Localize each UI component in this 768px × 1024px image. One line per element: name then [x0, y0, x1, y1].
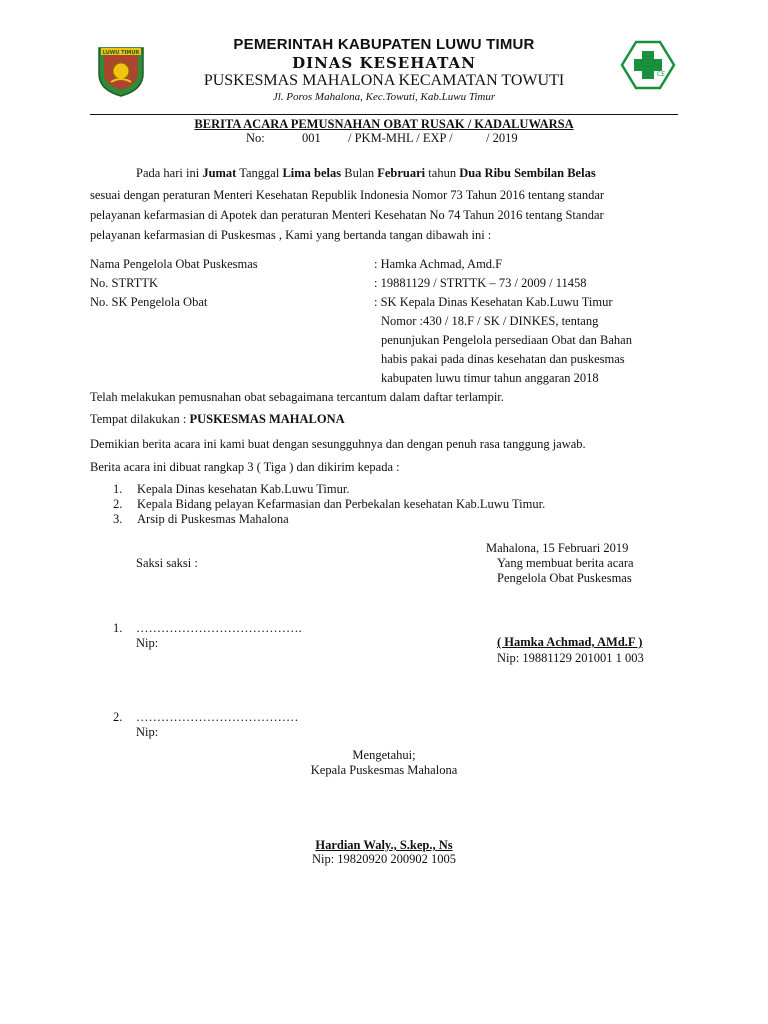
- witness-2-number: 2.: [113, 710, 123, 724]
- field-sk-value-5: kabupaten luwu timur tahun anggaran 2018: [381, 371, 599, 385]
- maker-nip: Nip: 19881129 201001 1 003: [497, 651, 644, 665]
- field-nama-label: Nama Pengelola Obat Puskesmas: [90, 257, 258, 271]
- witness-2-signature-line: …………………………………: [136, 710, 299, 724]
- witness-1-nip: Nip:: [136, 636, 159, 650]
- letterhead-divider: [90, 114, 678, 115]
- opening-line-1: Pada hari ini Jumat Tanggal Lima belas Bulan Februari tahun Dua Ribu Sembilan Belas: [136, 166, 596, 180]
- maker-name: ( Hamka Achmad, AMd.F ): [497, 635, 643, 649]
- letterhead-puskesmas: PUSKESMAS MAHALONA KECAMATAN TOWUTI: [203, 72, 565, 89]
- location-value: PUSKESMAS MAHALONA: [189, 412, 345, 426]
- health-logo-text: CE: [657, 71, 665, 78]
- field-sk-label: No. SK Pengelola Obat: [90, 295, 208, 309]
- field-strttk-label: No. STRTTK: [90, 276, 158, 290]
- opening-line-4: pelayanan kefarmasian di Puskesmas , Kami yang bertanda tangan dibawah ini :: [90, 228, 492, 242]
- opening-line-3: pelayanan kefarmasian di Apotek dan peraturan Menteri Kesehatan No 74 Tahun 2016 tentang Standar: [90, 208, 604, 222]
- field-sk-value-1: : SK Kepala Dinas Kesehatan Kab.Luwu Timur: [374, 295, 613, 309]
- acknowledged-label: Mengetahui;: [352, 748, 416, 762]
- opening-date-words: Lima belas: [282, 166, 342, 180]
- witness-2-nip: Nip:: [136, 725, 159, 739]
- opening-year-words: Dua Ribu Sembilan Belas: [459, 166, 596, 180]
- witness-1-number: 1.: [113, 621, 123, 635]
- opening-day: Jumat: [202, 166, 237, 180]
- opening-month: Februari: [377, 166, 426, 180]
- list-item-number: 1.: [113, 482, 123, 496]
- letterhead-address: Jl. Poros Mahalona, Kec.Towuti, Kab.Luwu Timur: [272, 91, 496, 103]
- field-sk-value-3: penunjukan Pengelola persediaan Obat dan Bahan: [381, 333, 632, 347]
- list-item: Kepala Bidang pelayan Kefarmasian dan Perbekalan kesehatan Kab.Luwu Timur.: [137, 497, 546, 511]
- list-item-number: 2.: [113, 497, 123, 511]
- field-nama-value: : Hamka Achmad, Amd.F: [374, 257, 503, 271]
- maker-line-1: Yang membuat berita acara: [497, 556, 634, 570]
- witness-1-signature-line: ………………………………….: [136, 621, 302, 635]
- head-name: Hardian Waly., S.kep., Ns: [315, 838, 453, 852]
- witnesses-label: Saksi saksi :: [136, 556, 198, 570]
- location-label: Tempat dilakukan :: [90, 412, 190, 426]
- opening-line-2: sesuai dengan peraturan Menteri Kesehatan Republik Indonesia Nomor 73 Tahun 2016 tentang standar: [90, 188, 605, 202]
- list-item-number: 3.: [113, 512, 123, 526]
- head-title: Kepala Puskesmas Mahalona: [310, 763, 458, 777]
- letterhead-department: DINAS KESEHATAN: [292, 54, 476, 72]
- closing-statement: Demikian berita acara ini kami buat dengan sesungguhnya dan dengan penuh rasa tanggung jawab.: [90, 437, 586, 451]
- head-nip: Nip: 19820920 200902 1005: [311, 852, 457, 866]
- statement-text: Telah melakukan pemusnahan obat sebagaimana tercantum dalam daftar terlampir.: [90, 390, 504, 404]
- location-line: [90, 412, 345, 427]
- field-strttk-value: : 19881129 / STRTTK – 73 / 2009 / 11458: [374, 276, 587, 290]
- maker-line-2: Pengelola Obat Puskesmas: [497, 571, 632, 585]
- emblem-banner-text: LUWU TIMUR: [102, 50, 140, 56]
- field-sk-value-2: Nomor :430 / 18.F / SK / DINKES, tentang: [381, 314, 599, 328]
- doc-number-value: 001: [302, 131, 321, 145]
- letterhead-government: PEMERINTAH KABUPATEN LUWU TIMUR: [233, 36, 535, 53]
- document-title: BERITA ACARA PEMUSNAHAN OBAT RUSAK / KADALUWARSA: [194, 117, 574, 131]
- doc-number-code: / PKM-MHL / EXP /: [348, 131, 453, 145]
- list-item: Arsip di Puskesmas Mahalona: [137, 512, 289, 526]
- copies-statement: Berita acara ini dibuat rangkap 3 ( Tiga ) dan dikirim kepada :: [90, 460, 400, 474]
- field-sk-value-4: habis pakai pada dinas kesehatan dan puskesmas: [381, 352, 625, 366]
- doc-number-year: / 2019: [486, 131, 518, 145]
- list-item: Kepala Dinas kesehatan Kab.Luwu Timur.: [137, 482, 350, 496]
- place-date: Mahalona, 15 Februari 2019: [486, 541, 629, 555]
- doc-number-label: No:: [246, 131, 265, 145]
